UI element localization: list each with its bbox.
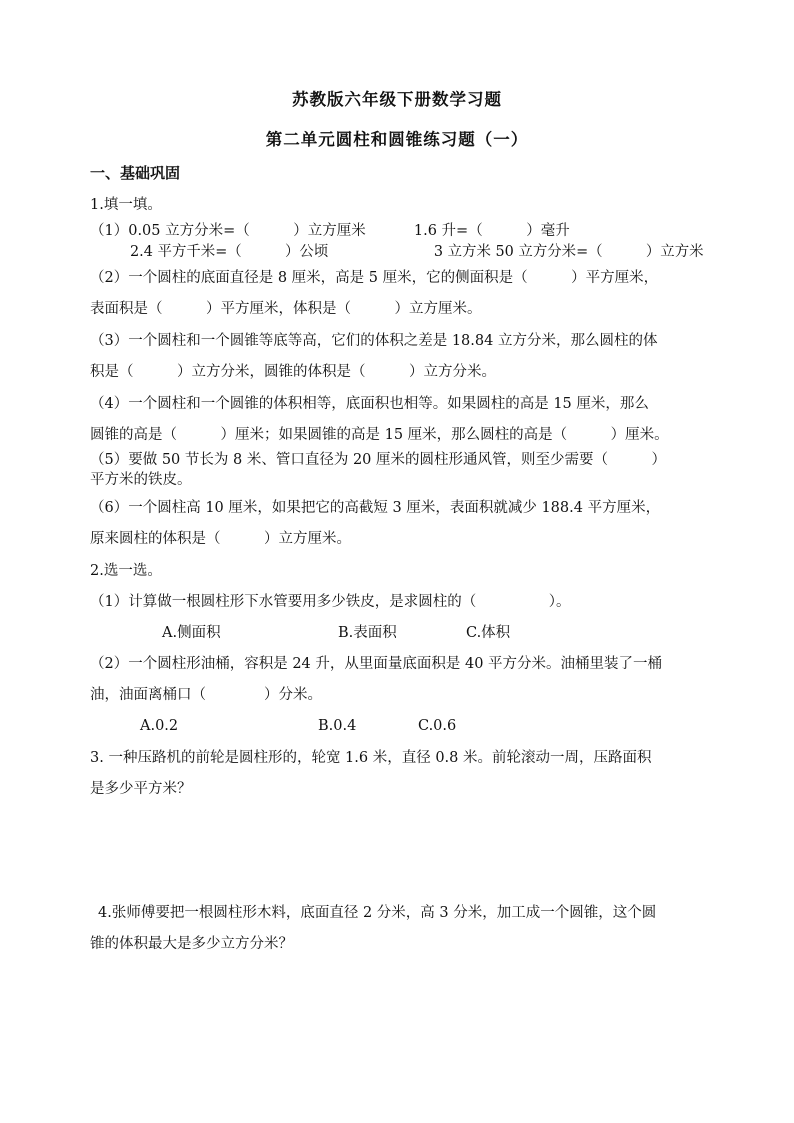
- q4-line2: 锥的体积最大是多少立方分米？: [90, 936, 293, 952]
- q1-part4-line2: 圆锥的高是（ ）厘米；如果圆锥的高是 15 厘米，那么圆柱的高是（ ）厘米。: [90, 427, 669, 443]
- q2-part2-option-c: C.0.6: [418, 718, 457, 734]
- q1-part1-line1: （1）0.05 立方分米=（ ）立方厘米 1.6 升=（ ）毫升: [90, 223, 570, 239]
- page-title: 苏教版六年级下册数学习题: [292, 90, 502, 109]
- q3-line2: 是多少平方米？: [90, 781, 192, 797]
- section-heading-basics: 一、基础巩固: [90, 164, 181, 182]
- q1-part5-line2: 平方米的铁皮。: [90, 472, 192, 488]
- page-subtitle: 第二单元圆柱和圆锥练习题（一）: [265, 130, 529, 149]
- q2-part1: （1）计算做一根圆柱形下水管要用多少铁皮，是求圆柱的（ ）。: [90, 594, 571, 610]
- q1-heading: 1.填一填。: [90, 197, 162, 213]
- q2-part2-line2: 油，油面离桶口（ ）分米。: [90, 687, 322, 703]
- q2-part2-line1: （2）一个圆柱形油桶，容积是 24 升，从里面量底面积是 40 平方分米。油桶里装了一桶: [90, 656, 663, 672]
- q4-line1: 4.张师傅要把一根圆柱形木料，底面直径 2 分米，高 3 分米，加工成一个圆锥，这个圆: [98, 905, 657, 921]
- q2-part2-option-b: B.0.4: [318, 718, 357, 734]
- q3-line1: 3. 一种压路机的前轮是圆柱形的，轮宽 1.6 米，直径 0.8 米。前轮滚动一周，压路面积: [90, 750, 652, 766]
- q1-part5-line1: （5）要做 50 节长为 8 米、管口直径为 20 厘米的圆柱形通风管，则至少需要（ ）: [90, 452, 667, 468]
- q2-part2-option-a: A.0.2: [140, 718, 179, 734]
- q1-part3-line1: （3）一个圆柱和一个圆锥等底等高，它们的体积之差是 18.84 立方分米，那么圆柱的体: [90, 333, 658, 349]
- q1-part2-line2: 表面积是（ ）平方厘米，体积是（ ）立方厘米。: [90, 301, 482, 317]
- q1-part1-line2: 2.4 平方千米=（ ）公顷 3 立方米 50 立方分米=（ ）立方米: [130, 244, 704, 260]
- q2-heading: 2.选一选。: [90, 563, 162, 579]
- q1-part3-line2: 积是（ ）立方分米，圆锥的体积是（ ）立方分米。: [90, 364, 496, 380]
- q1-part4-line1: （4）一个圆柱和一个圆锥的体积相等，底面积也相等。如果圆柱的高是 15 厘米，那么: [90, 396, 649, 412]
- q2-part1-option-b: B.表面积: [338, 625, 397, 641]
- q1-part6-line1: （6）一个圆柱高 10 厘米，如果把它的高截短 3 厘米，表面积就减少 188.4 平方厘米，: [90, 500, 661, 516]
- q2-part1-option-a: A.侧面积: [162, 625, 221, 641]
- q1-part2-line1: （2）一个圆柱的底面直径是 8 厘米，高是 5 厘米，它的侧面积是（ ）平方厘米，: [90, 270, 659, 286]
- q2-part1-option-c: C.体积: [466, 625, 511, 641]
- q1-part6-line2: 原来圆柱的体积是（ ）立方厘米。: [90, 531, 351, 547]
